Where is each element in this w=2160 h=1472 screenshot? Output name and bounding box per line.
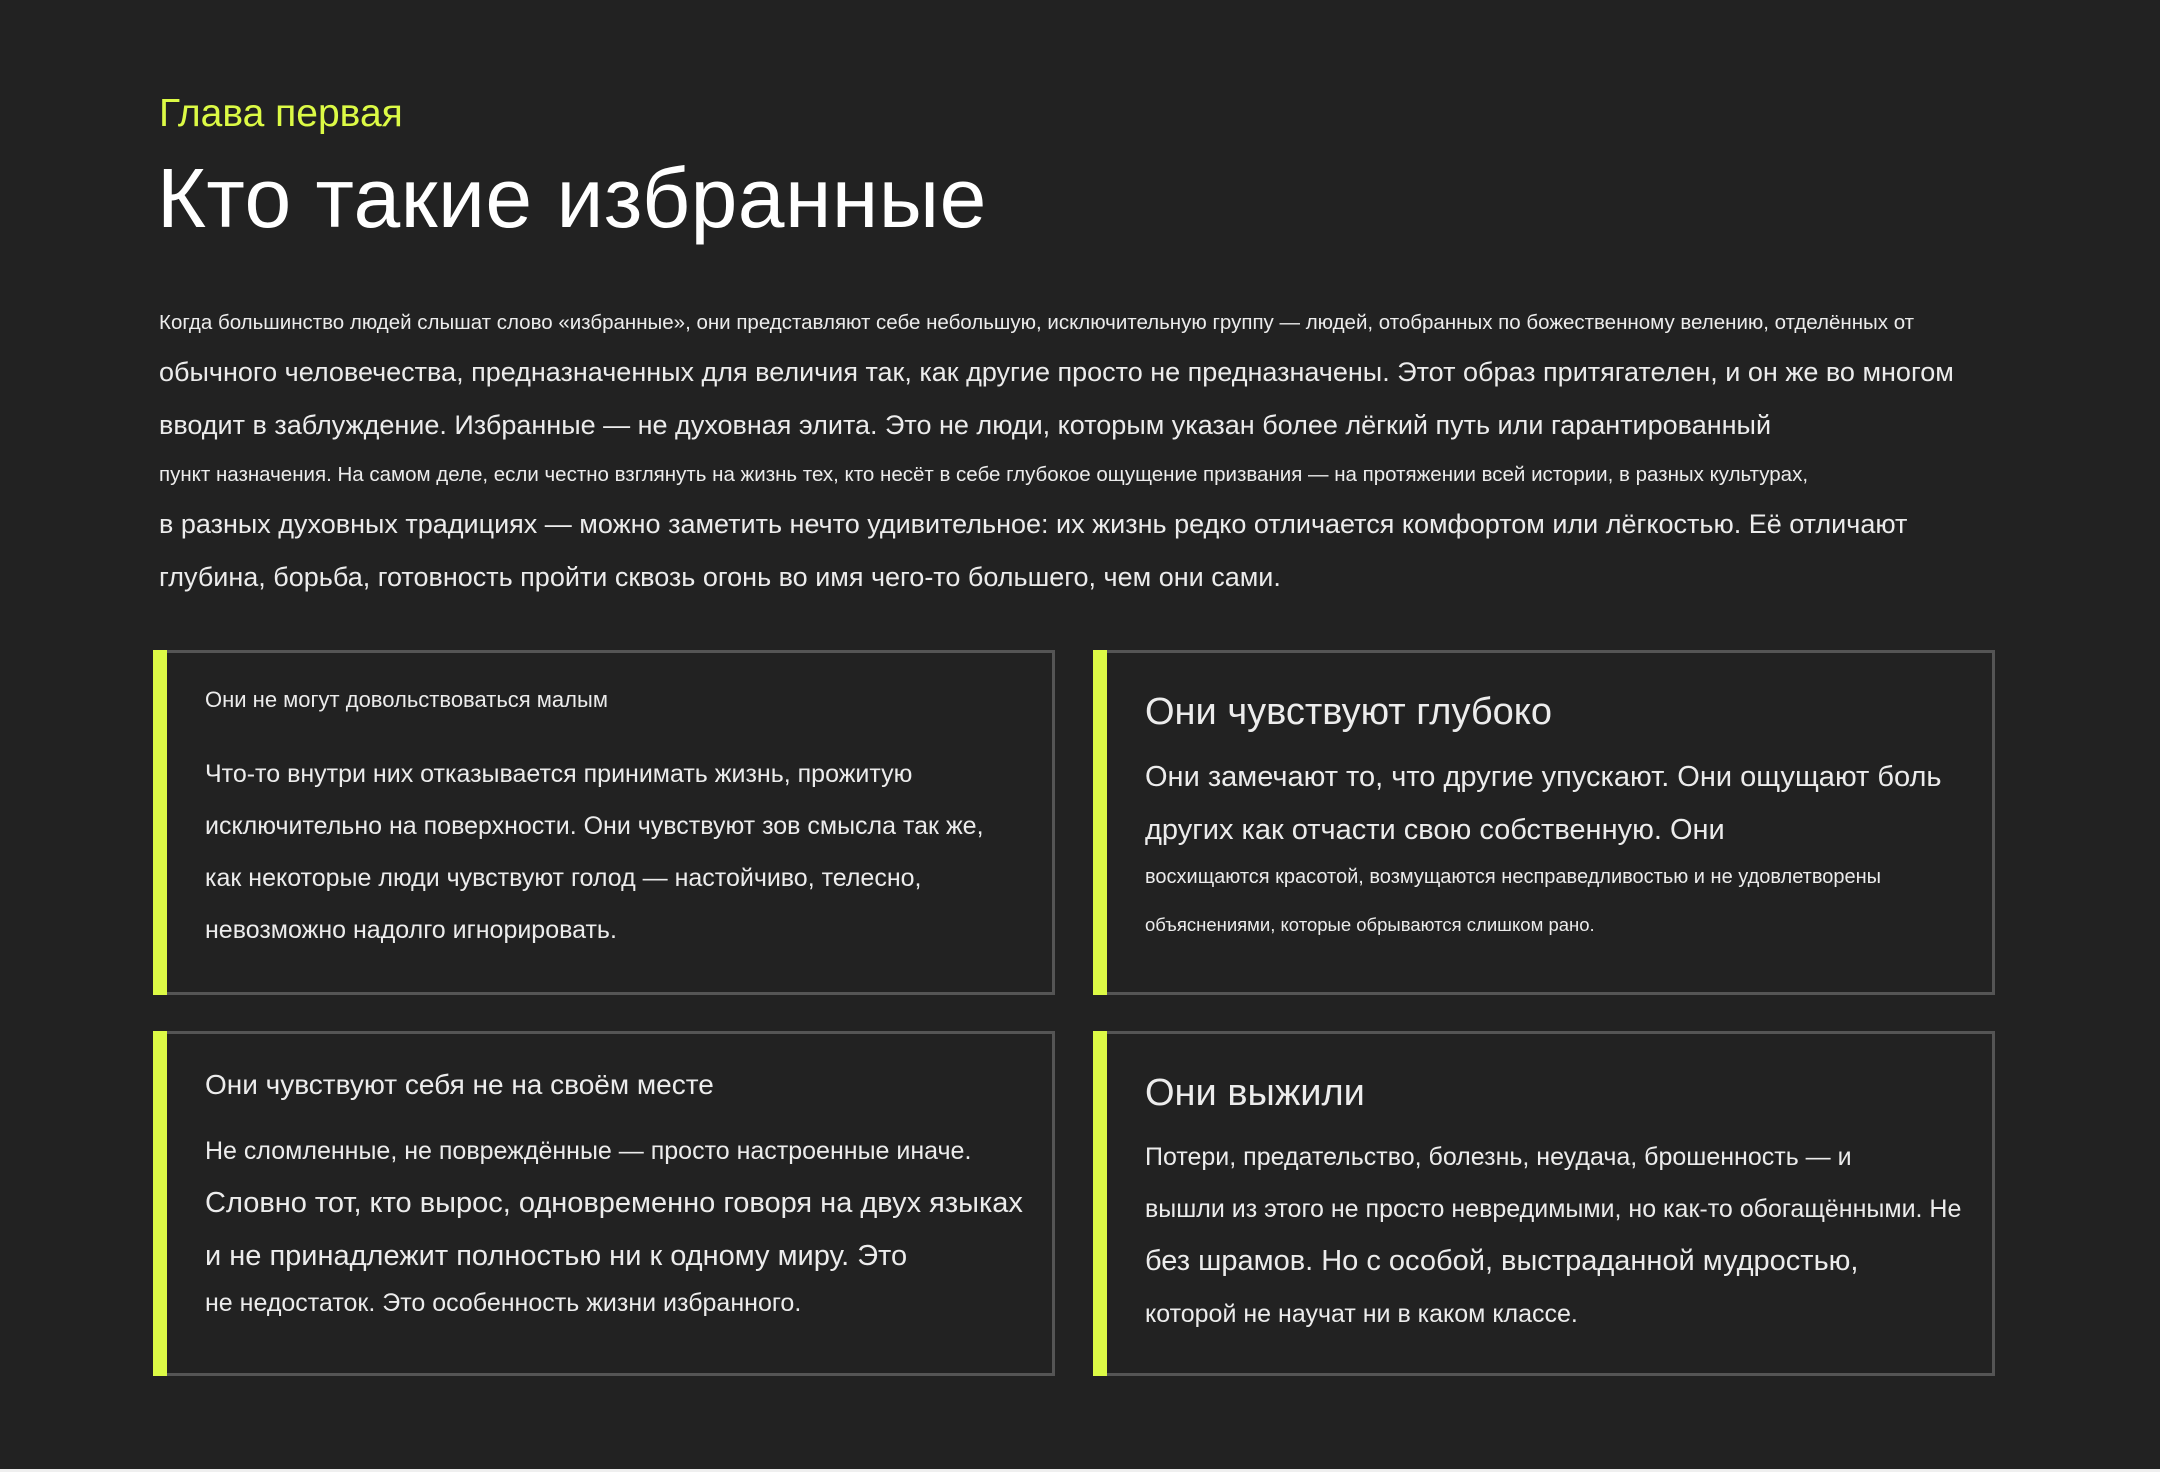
card-text-line: исключительно на поверхности. Они чувствуют зов смысла так же, bbox=[205, 812, 984, 840]
card-text-line: как некоторые люди чувствуют голод — настойчиво, телесно, bbox=[205, 864, 922, 892]
intro-paragraph bbox=[159, 300, 2019, 604]
card-text-line: Словно тот, кто вырос, одновременно говоря на двух языках bbox=[205, 1187, 1023, 1219]
card-body bbox=[1145, 1070, 1972, 1340]
card-text-line: без шрамов. Но с особой, выстраданной мудростью, bbox=[1145, 1245, 1859, 1277]
card-text-line: восхищаются красотой, возмущаются несправедливостью и не удовлетворены bbox=[1145, 866, 1882, 888]
trait-card-cannot-settle bbox=[153, 650, 1055, 995]
card-text-line: Они замечают то, что другие упускают. Они ощущают боль bbox=[1145, 761, 1942, 793]
trait-card-feel-deeply bbox=[1093, 650, 1995, 995]
intro-line: в разных духовных традициях — можно заметить нечто удивительное: их жизнь редко отличается комфортом или лёгкостью. Её отличают bbox=[159, 509, 1908, 539]
card-text-line: других как отчасти свою собственную. Они bbox=[1145, 814, 1725, 846]
card-heading: Они чувствуют себя не на своём месте bbox=[205, 1069, 714, 1100]
card-body bbox=[1145, 689, 1972, 953]
card-accent-bar bbox=[1093, 1031, 1107, 1376]
chapter-kicker: Глава первая bbox=[159, 92, 403, 135]
chapter-title: Кто такие избранные bbox=[157, 151, 987, 245]
card-body bbox=[205, 1067, 1032, 1323]
card-accent-bar bbox=[153, 1031, 167, 1376]
card-text-line: объяснениями, которые обрываются слишком рано. bbox=[1145, 914, 1595, 935]
trait-card-out-of-place bbox=[153, 1031, 1055, 1376]
trait-card-survived bbox=[1093, 1031, 1995, 1376]
card-body bbox=[205, 685, 1032, 956]
card-text-line: Не сломленные, не повреждённые — просто настроенные иначе. bbox=[205, 1137, 972, 1165]
card-text-line: вышли из этого не просто невредимыми, но как-то обогащёнными. Не bbox=[1145, 1195, 1962, 1223]
card-accent-bar bbox=[153, 650, 167, 995]
intro-line: пункт назначения. На самом деле, если честно взглянуть на жизнь тех, кто несёт в себе глубокое ощущение призвания — на протяжении всей истории, в разных культурах, bbox=[159, 463, 1809, 486]
intro-line: обычного человечества, предназначенных для величия так, как другие просто не предназначены. Этот образ притягателен, и он же во многом bbox=[159, 357, 1954, 387]
card-heading: Они не могут довольствоваться малым bbox=[205, 687, 608, 712]
card-text-line: которой не научат ни в каком классе. bbox=[1145, 1300, 1578, 1328]
card-text-line: не недостаток. Это особенность жизни избранного. bbox=[205, 1289, 802, 1317]
card-text-line: невозможно надолго игнорировать. bbox=[205, 916, 617, 944]
card-heading: Они чувствуют глубоко bbox=[1145, 691, 1552, 733]
intro-line: Когда большинство людей слышат слово «избранные», они представляют себе небольшую, исключительную группу — людей, отобранных по божественному велению, отделённых от bbox=[159, 311, 1915, 334]
card-accent-bar bbox=[1093, 650, 1107, 995]
intro-line: вводит в заблуждение. Избранные — не духовная элита. Это не люди, которым указан более лёгкий путь или гарантированный bbox=[159, 410, 1772, 440]
card-text-line: и не принадлежит полностью ни к одному миру. Это bbox=[205, 1240, 908, 1272]
card-text-line: Что-то внутри них отказывается принимать жизнь, прожитую bbox=[205, 760, 913, 788]
intro-line: глубина, борьба, готовность пройти сквозь огонь во имя чего-то большего, чем они сами. bbox=[159, 562, 1281, 592]
card-text-line: Потери, предательство, болезнь, неудача, брошенность — и bbox=[1145, 1143, 1852, 1171]
card-heading: Они выжили bbox=[1145, 1072, 1365, 1114]
